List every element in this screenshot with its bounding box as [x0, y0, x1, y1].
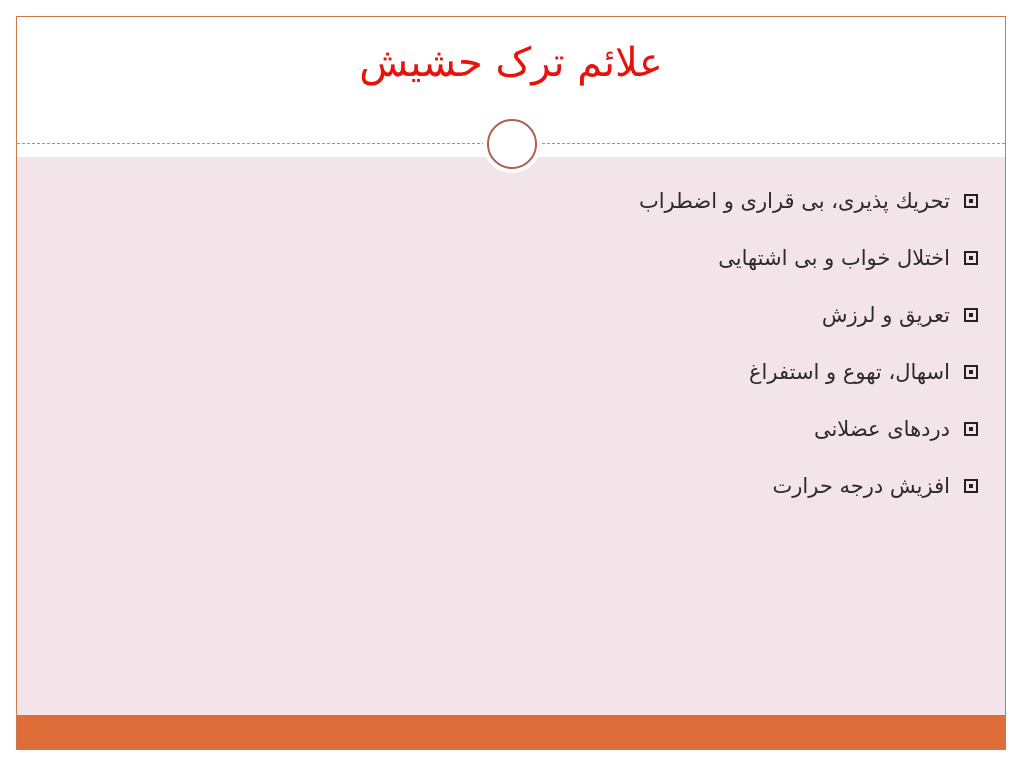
- list-item: [639, 184, 978, 218]
- bullet-square-icon: [964, 308, 978, 322]
- list-item: [639, 298, 978, 332]
- bullet-square-icon: [964, 194, 978, 208]
- bullet-square-icon: [964, 479, 978, 493]
- circle-ornament-ring: [487, 119, 537, 169]
- list-item: [639, 355, 978, 389]
- list-item: [639, 412, 978, 446]
- bullet-text: اسهال، تهوع و استفراغ: [749, 360, 950, 384]
- bullet-text: دردهای عضلانی: [813, 417, 950, 441]
- bullet-list: [639, 184, 978, 526]
- bullet-square-icon: [964, 422, 978, 436]
- circle-ornament-icon: [483, 115, 541, 173]
- slide-title: علائم ترک حشیش: [359, 40, 663, 86]
- bullet-text: افزيش درجه حرارت: [772, 474, 950, 498]
- list-item: [639, 241, 978, 275]
- bullet-text: اختلال خواب و بی اشتهايی: [718, 246, 950, 270]
- bullet-square-icon: [964, 251, 978, 265]
- bullet-text: تعريق و لرزش: [821, 303, 950, 327]
- footer-bar: [17, 715, 1005, 749]
- bullet-square-icon: [964, 365, 978, 379]
- list-item: [639, 469, 978, 503]
- bullet-text: تحريك پذيری، بی قراری و اضطراب: [638, 189, 950, 213]
